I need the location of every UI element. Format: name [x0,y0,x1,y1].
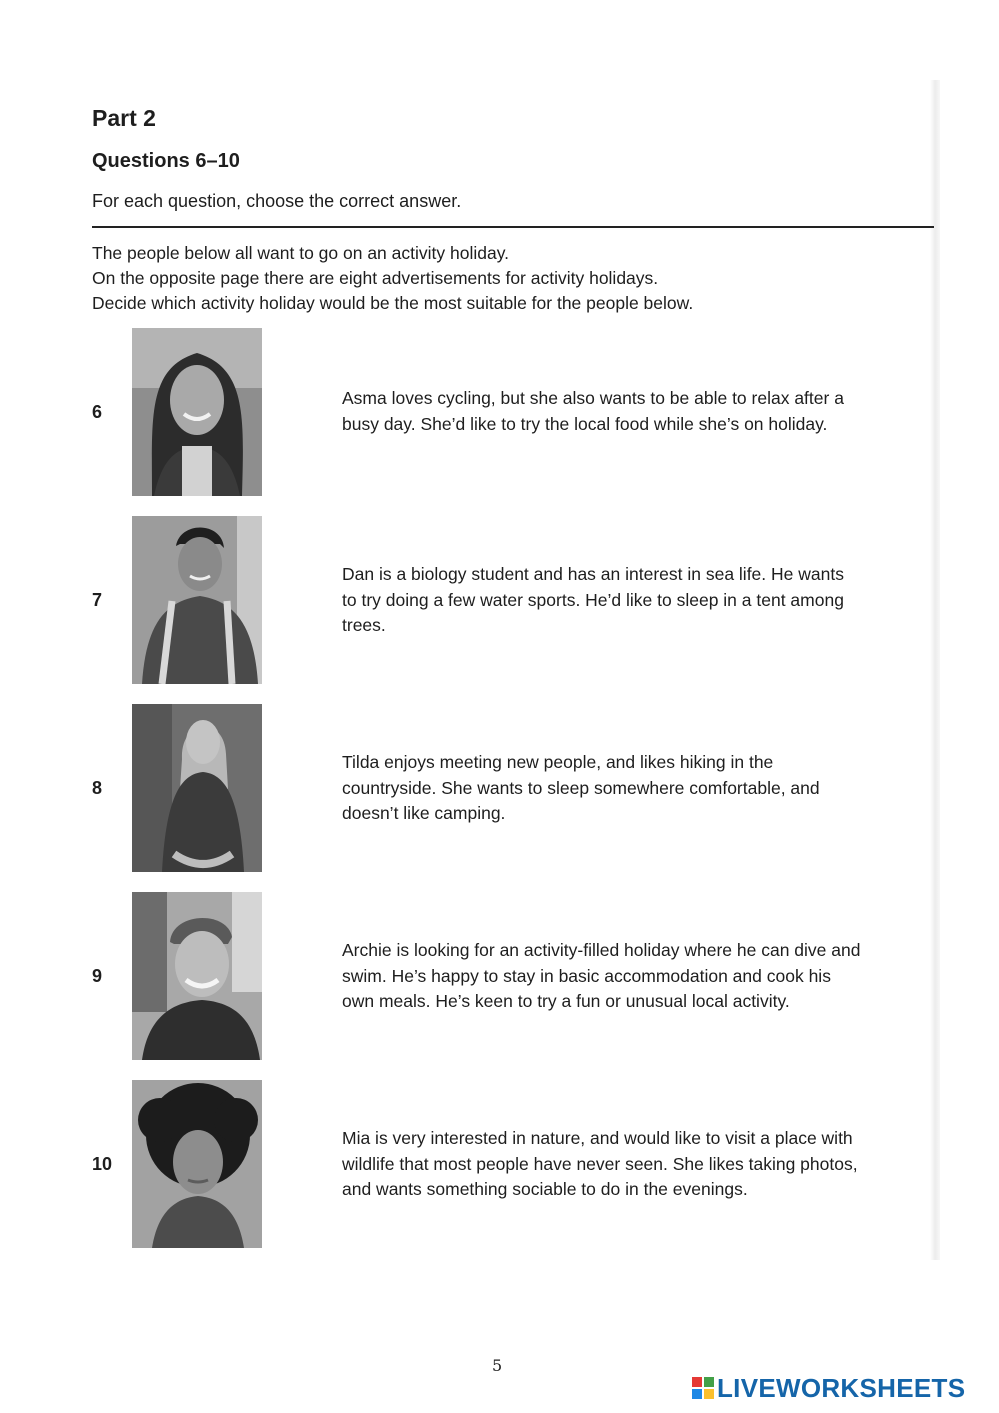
question-line: doesn’t like camping. [342,803,506,823]
person-photo [132,516,262,684]
question-line: Mia is very interested in nature, and would like to visit a place with [342,1128,853,1148]
question-text [342,1126,932,1203]
question-7 [0,516,999,686]
person-photo [132,1080,262,1248]
question-8 [0,704,999,874]
part-title: Part 2 [92,105,156,131]
liveworksheets-icon [692,1377,714,1399]
question-line: trees. [342,615,386,635]
question-number: 7 [92,590,103,610]
questions-title: Questions 6–10 [92,150,240,172]
question-6 [0,328,999,498]
person-photo [132,328,262,496]
person-photo [132,892,262,1060]
question-line: own meals. He’s keen to try a fun or unusual local activity. [342,991,790,1011]
intro-line: On the opposite page there are eight advertisements for activity holidays. [92,268,659,288]
question-line: busy day. She’d like to try the local food while she’s on holiday. [342,413,828,434]
question-number: 10 [92,1154,113,1174]
page-number: 5 [492,1356,503,1375]
question-number: 8 [92,778,103,798]
question-line: wildlife that most people have never seen. She likes taking photos, [342,1153,858,1174]
question-number: 6 [92,402,103,422]
question-9 [0,892,999,1062]
question-number: 9 [92,966,103,986]
question-line: swim. He’s happy to stay in basic accommodation and cook his [342,965,831,986]
intro-line: The people below all want to go on an activity holiday. [92,243,510,263]
intro-text [92,241,693,316]
question-text [342,386,932,437]
question-line: to try doing a few water sports. He’d like to sleep in a tent among [342,589,844,610]
instruction: For each question, choose the correct answer. [92,191,462,211]
question-text [342,562,932,639]
question-line: Asma loves cycling, but she also wants to be able to relax after a [342,388,844,408]
question-line: Archie is looking for an activity-filled holiday where he can dive and [342,940,861,960]
question-line: and wants something sociable to do in the evenings. [342,1179,748,1199]
divider [92,226,934,228]
question-text [342,938,932,1015]
person-photo [132,704,262,872]
question-10 [0,1080,999,1250]
question-line: countryside. She wants to sleep somewhere comfortable, and [342,777,820,798]
intro-line: Decide which activity holiday would be the most suitable for the people below. [92,293,694,313]
question-text [342,750,932,827]
brand-name: LIVEWORKSHEETS [717,1372,966,1403]
question-line: Tilda enjoys meeting new people, and likes hiking in the [342,752,774,772]
liveworksheets-logo[interactable] [692,1373,965,1403]
question-line: Dan is a biology student and has an interest in sea life. He wants [342,564,844,584]
